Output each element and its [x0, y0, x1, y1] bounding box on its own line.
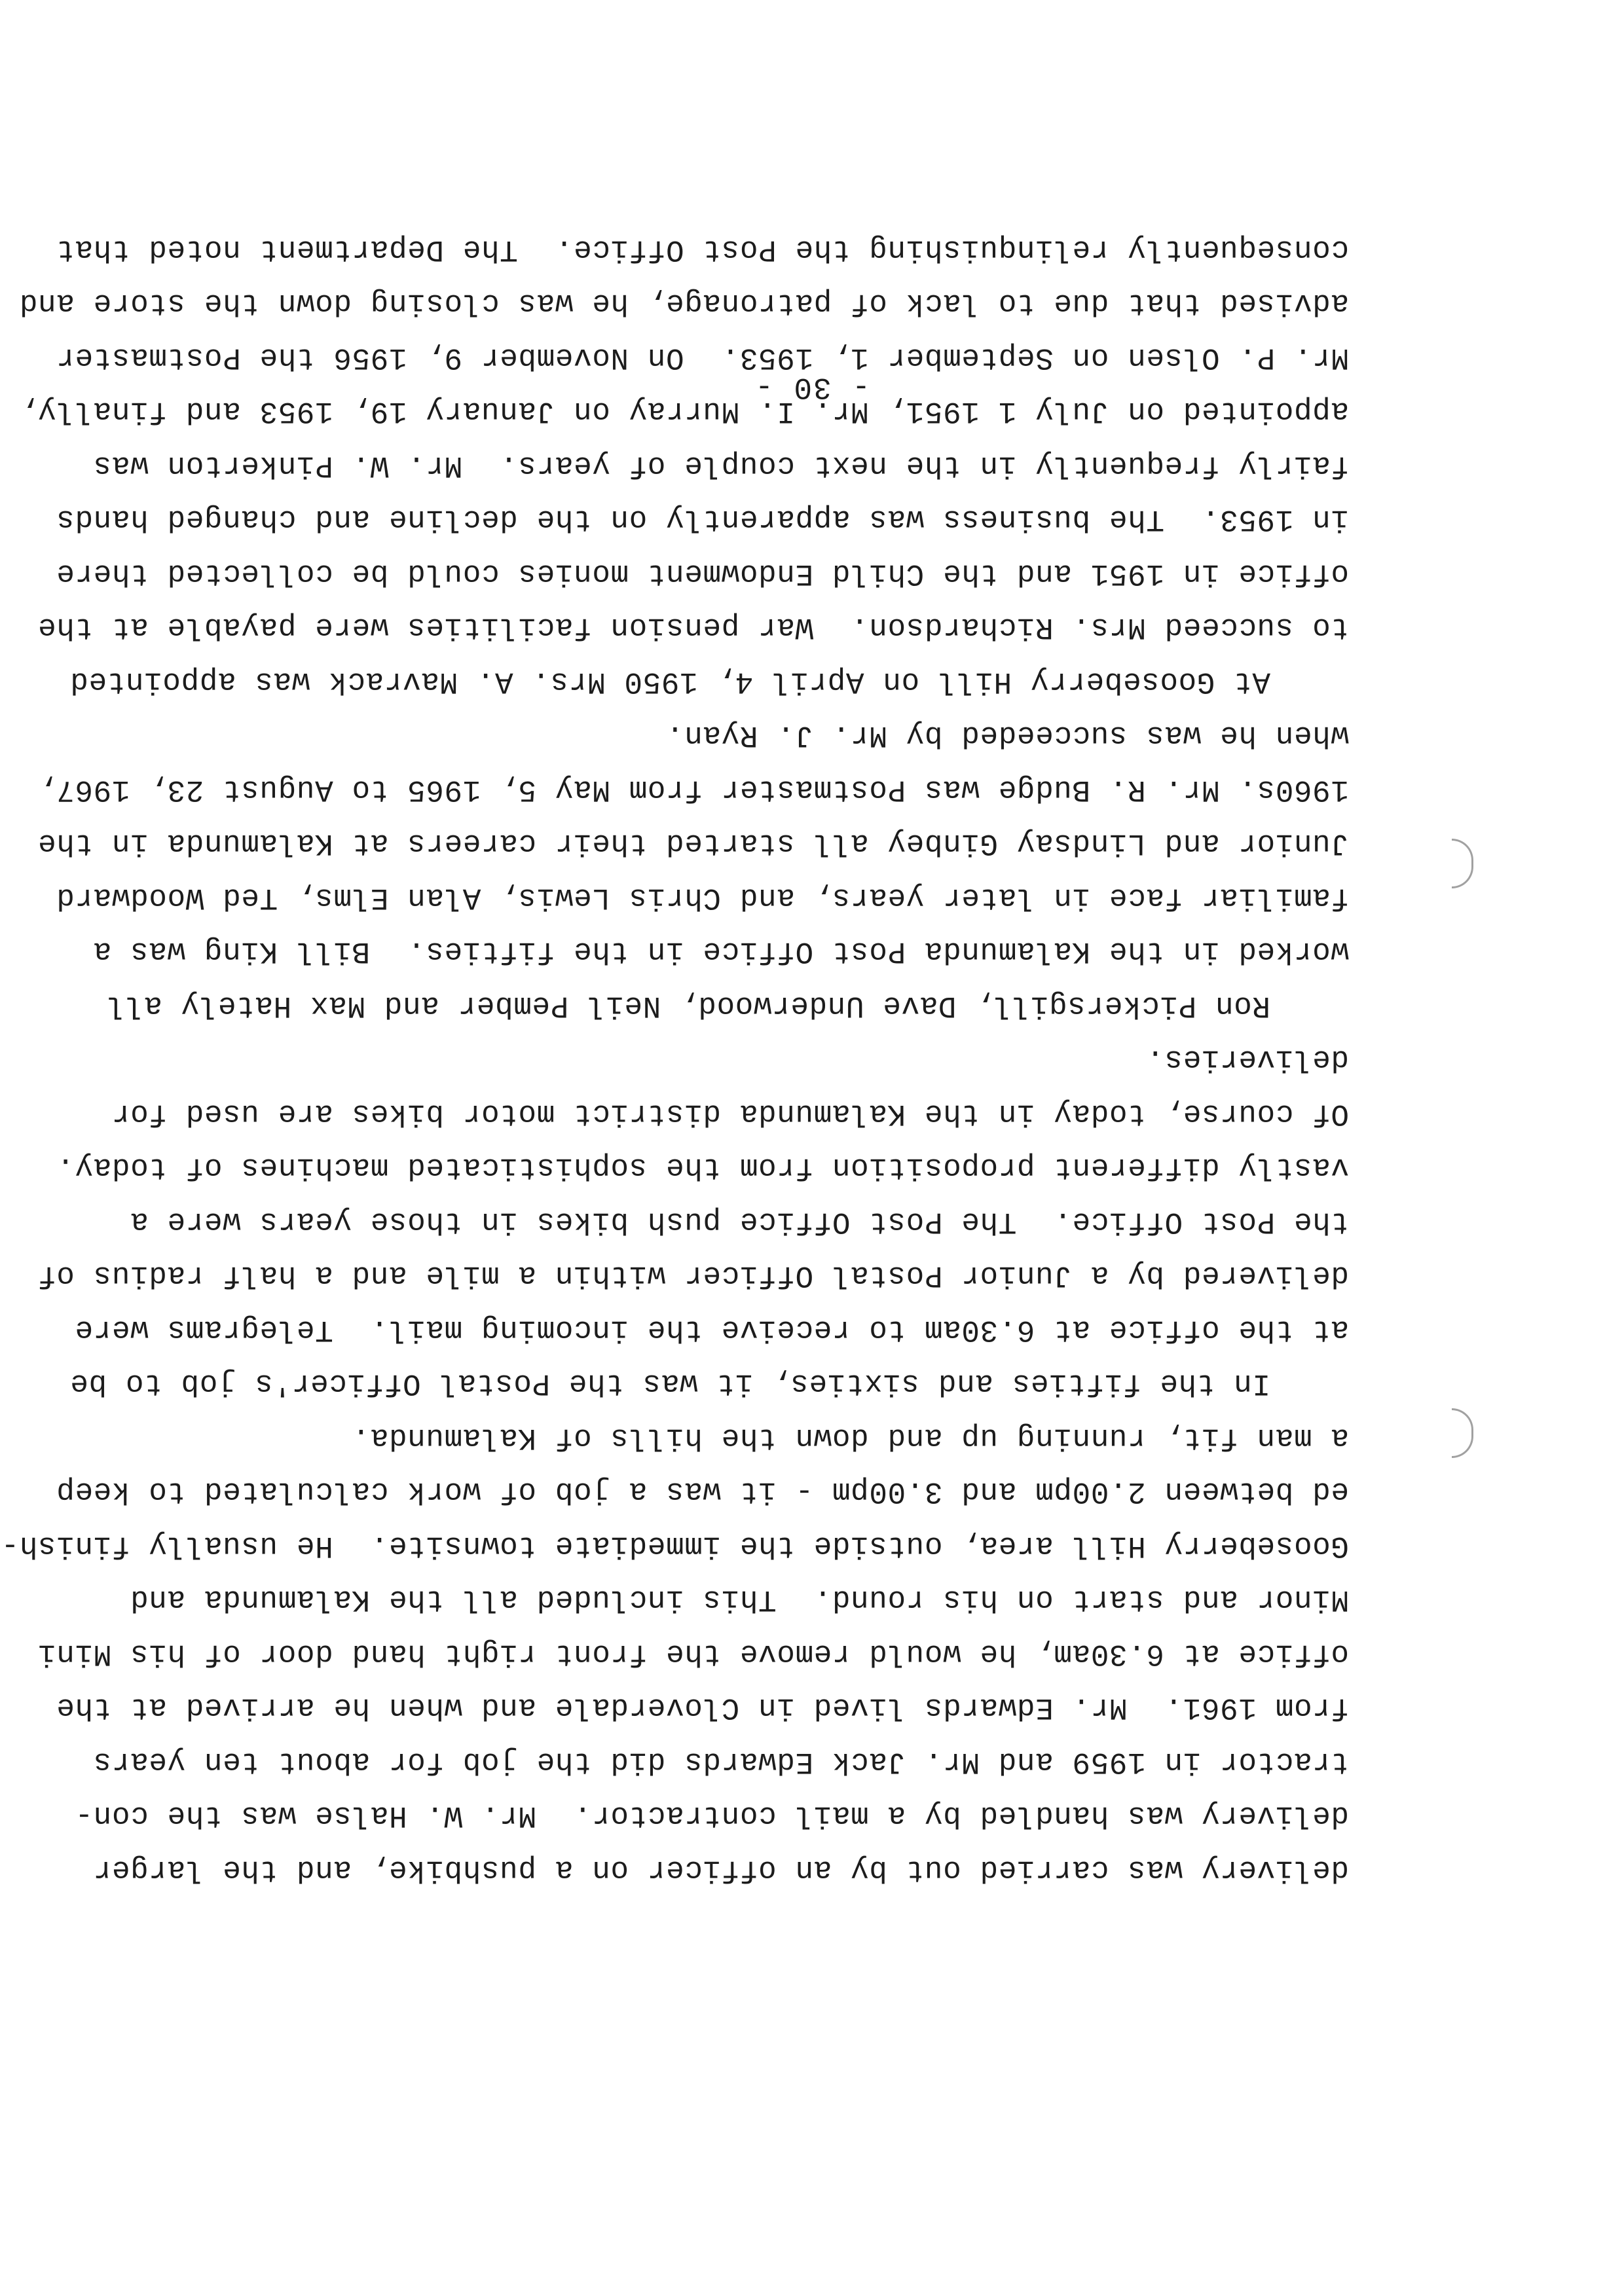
- text-line: appointed on July 1 1951, Mr. I. Murray on January 19, 1953 and finally,: [19, 394, 1349, 429]
- paragraph-start-line: In the fifties and sixties, it was the Postal Officer's job to be: [69, 1366, 1270, 1401]
- text-line: office at 6.30am, he would remove the front right hand door of his Mini: [37, 1637, 1349, 1671]
- paragraph-start-line: At Gooseberry Hill on April 4, 1950 Mrs. A. Mavrack was appointed: [69, 665, 1270, 699]
- text-line: delivery was handled by a mail contractor. Mr. W. Halse was the con-: [74, 1798, 1349, 1833]
- text-line: in 1953. The business was apparently on the decline and changed hands: [56, 502, 1349, 537]
- text-line: a man fit, running up and down the hills of Kalamunda.: [351, 1421, 1349, 1455]
- text-line: Junior and Lindsay Ginbey all started their careers at Kalamunda in the: [37, 826, 1349, 861]
- binder-hole-mark: [1452, 1408, 1473, 1458]
- text-line: familiar face in later years, and Chris Lewis, Alan Elms, Ted Woodward: [56, 881, 1349, 915]
- text-line: fairly frequently in the next couple of years. Mr. W. Pinkerton was: [93, 448, 1349, 483]
- text-line: vastly different proposition from the sophisticated machines of today.: [56, 1150, 1349, 1185]
- text-line: ed between 2.00pm and 3.00pm - it was a job of work calculated to keep: [56, 1474, 1349, 1509]
- text-line: from 1961. Mr. Edwards lived in Cloverdale and when he arrived at the: [56, 1690, 1349, 1725]
- binder-hole-mark: [1452, 839, 1473, 888]
- text-line: Minor and start on his round. This included all the Kalamunda and: [130, 1582, 1349, 1617]
- text-line: Mr. P. Olsen on September 1, 1953. On November 9, 1956 the Postmaster: [56, 340, 1349, 374]
- paragraph-start-line: Ron Pickersgill, Dave Underwood, Neil Pember and Max Hately all: [107, 989, 1270, 1023]
- text-line: at the office at 6.30am to receive the incoming mail. Telegrams were: [74, 1313, 1349, 1347]
- text-line: 1960s. Mr. R. Budge was Postmaster from May 5, 1965 to August 23, 1967,: [37, 773, 1349, 807]
- text-line: deliveries.: [1145, 1042, 1349, 1077]
- text-line: Of course, today in the Kalamunda district motor bikes are used for: [111, 1097, 1349, 1131]
- text-line: delivery was carried out by an officer on a pushbike, and the larger: [93, 1853, 1349, 1887]
- text-line: advised that due to lack of patronage, he was closing down the store and: [19, 286, 1349, 321]
- text-line: when he was succeeded by Mr. J. Ryan.: [665, 718, 1349, 753]
- text-line: consequently relinquishing the Post Office. The Department noted that: [56, 232, 1349, 266]
- text-line: worked in the Kalamunda Post Office in the fifties. Bill King was a: [93, 934, 1349, 969]
- page-number: - 30 -: [754, 370, 870, 404]
- text-line: tractor in 1959 and Mr. Jack Edwards did the job for about ten years: [93, 1745, 1349, 1779]
- text-line: delivered by a Junior Postal Officer within a mile and a half radius of: [37, 1258, 1349, 1293]
- body-text: [1, 223, 1349, 1897]
- text-line: office in 1951 and the Child Endowment monies could be collected there: [56, 556, 1349, 591]
- text-line: the Post Office. The Post Office push bikes in those years were a: [130, 1205, 1349, 1239]
- text-line: to succeed Mrs. Richardson. War pension facilities were payable at the: [37, 610, 1349, 645]
- text-line: Gooseberry Hill area, outside the immediate townsite. He usually finish-: [1, 1529, 1349, 1563]
